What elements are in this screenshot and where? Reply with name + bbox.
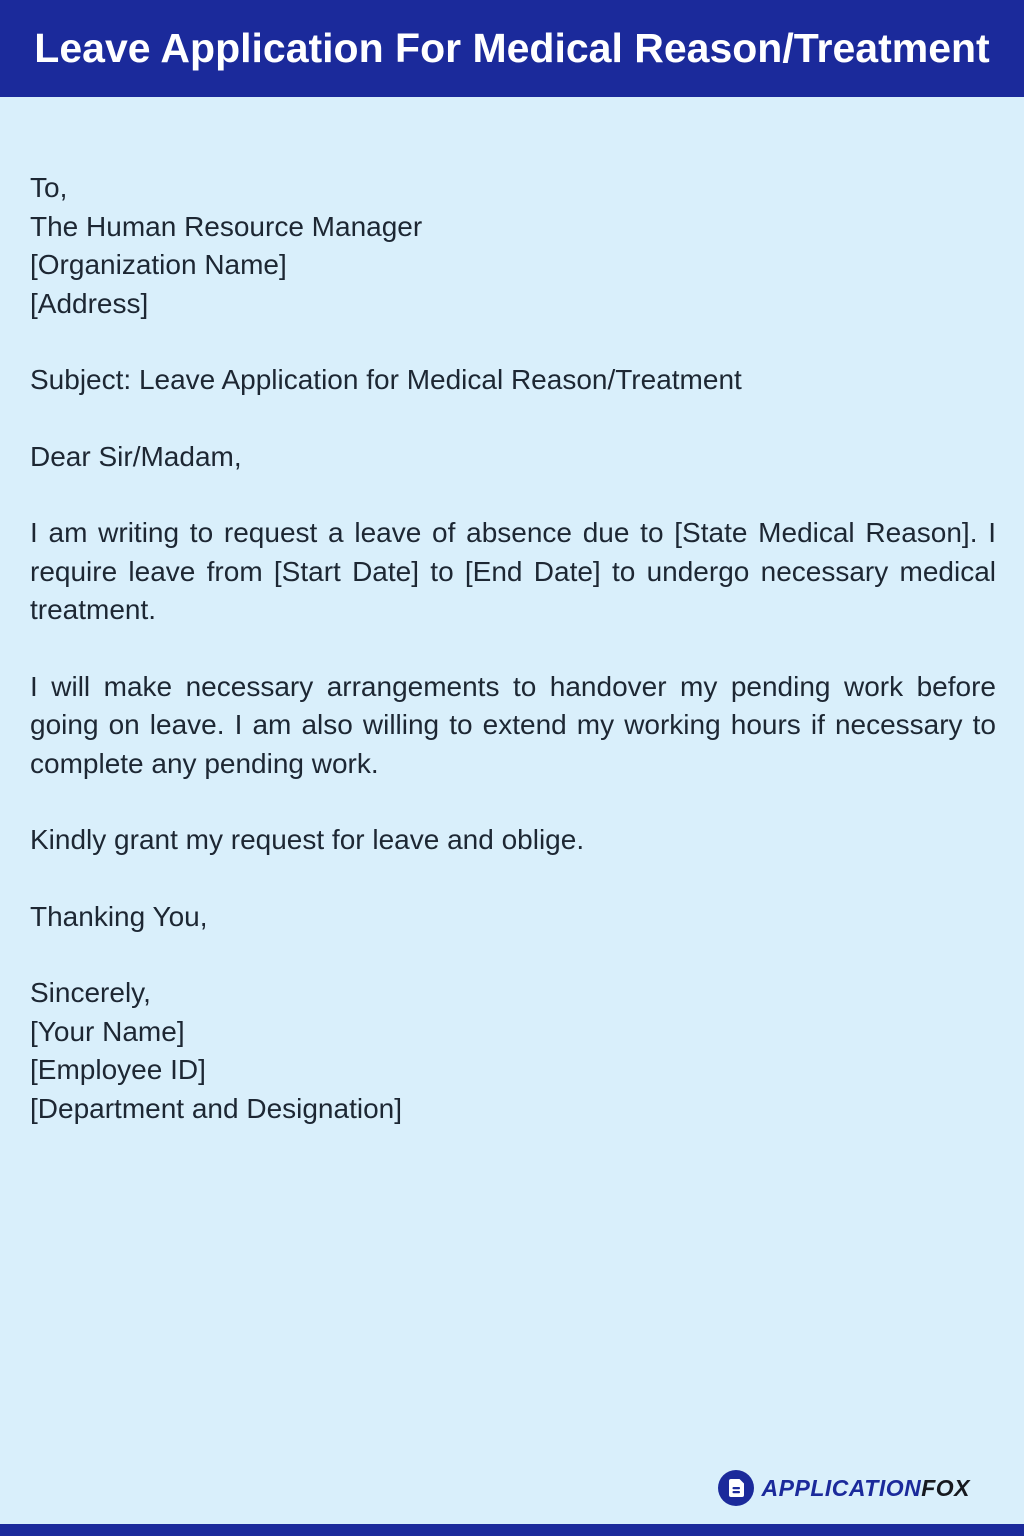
- bottom-accent-bar: [0, 1524, 1024, 1536]
- recipient-line-address: [Address]: [30, 287, 149, 319]
- closing-line: Thanking You,: [30, 900, 208, 932]
- page-title: Leave Application For Medical Reason/Treatment: [34, 25, 990, 71]
- recipient-line-organization: [Organization Name]: [30, 249, 287, 280]
- paragraph-kindly-grant: Kindly grant my request for leave and oblige.: [30, 824, 585, 855]
- signature-line-department: [Department and Designation]: [30, 1092, 402, 1124]
- signature-line-sincerely: Sincerely,: [30, 977, 151, 1008]
- document-icon: [718, 1470, 754, 1506]
- recipient-line-manager: The Human Resource Manager: [30, 210, 423, 242]
- subject-line: Subject: Leave Application for Medical Reason/Treatment: [30, 364, 742, 395]
- brand-text-application: APPLICATION: [761, 1474, 922, 1501]
- signature-block: [30, 974, 996, 1128]
- paragraph-request: I am writing to request a leave of absence due to [State Medical Reason]. I require leave from [Start Date] to [End Date] to undergo necessary medical treatment.: [30, 517, 996, 625]
- brand-text-fox: FOX: [921, 1474, 970, 1501]
- letter-body: [0, 97, 1024, 1128]
- signature-line-employee-id: [Employee ID]: [30, 1054, 206, 1085]
- recipient-block: [30, 169, 996, 323]
- paragraph-handover: I will make necessary arrangements to handover my pending work before going on leave. I am also willing to extend my working hours if necessary to complete any pending work.: [30, 670, 996, 779]
- brand-wordmark: [762, 1475, 970, 1502]
- recipient-line-to: To,: [30, 172, 68, 203]
- salutation: Dear Sir/Madam,: [30, 440, 242, 472]
- applicationfox-logo: [718, 1470, 970, 1506]
- signature-line-name: [Your Name]: [30, 1015, 185, 1047]
- title-banner: [0, 0, 1024, 97]
